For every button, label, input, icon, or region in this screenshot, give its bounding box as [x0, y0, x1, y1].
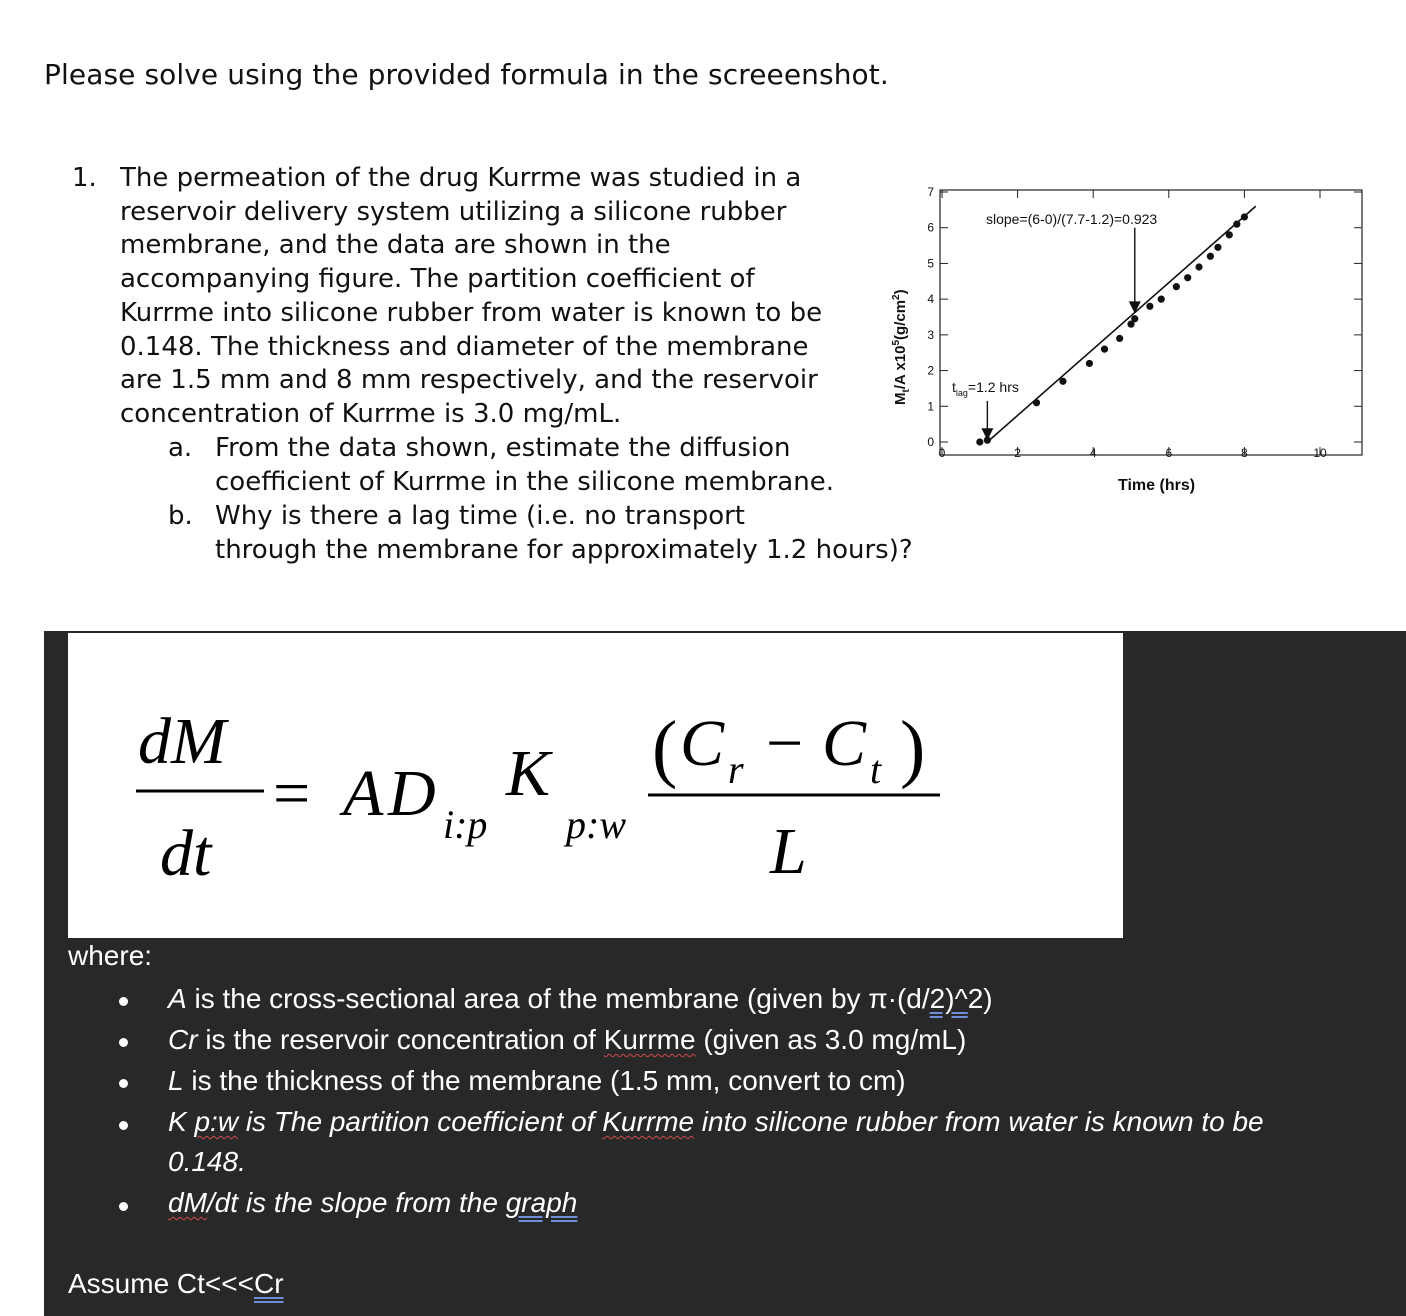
- subquestion-a-line: From the data shown, estimate the diffusion: [215, 433, 791, 463]
- question-line: concentration of Kurrme is 3.0 mg/mL.: [120, 399, 622, 429]
- assumption-text: Assume Ct<<<Cr: [68, 1268, 284, 1299]
- formula-equals: =: [273, 757, 311, 830]
- y-tick-label: 1: [927, 399, 934, 414]
- formula-partition: K: [506, 737, 551, 810]
- subquestion-b-line: Why is there a lag time (i.e. no transport: [215, 501, 745, 531]
- y-tick-label: 0: [927, 435, 934, 449]
- formula-diffusion-subscript: i:p: [443, 802, 488, 847]
- formula-thickness: L: [770, 815, 807, 888]
- y-tick-label: 4: [927, 292, 934, 307]
- data-point: [1116, 335, 1123, 342]
- permeation-chart: [870, 170, 1370, 510]
- bullet-dot: [119, 1038, 128, 1047]
- data-point: [1207, 253, 1214, 260]
- slope-annotation: slope=(6-0)/(7.7-1.2)=0.923: [986, 211, 1158, 227]
- y-tick-label: 6: [927, 220, 934, 235]
- x-axis-label: Time (hrs): [1118, 477, 1196, 494]
- formula-diffusion: D: [388, 757, 436, 830]
- formula-open-paren: (: [652, 706, 678, 790]
- formula-image: [68, 633, 1123, 938]
- data-point: [1241, 213, 1248, 220]
- bullet-dot: [119, 1202, 128, 1211]
- formula-c-tissue-subscript: t: [870, 747, 882, 792]
- formula-svg: [68, 633, 1123, 938]
- x-tick-label: 4: [1089, 446, 1097, 460]
- subquestion-b-label: b.: [168, 501, 193, 531]
- bullet-thickness: L is the thickness of the membrane (1.5 mm, convert to cm): [168, 1065, 906, 1096]
- intro-text: Please solve using the provided formula in the screeenshot.: [44, 58, 889, 91]
- question-line: are 1.5 mm and 8 mm respectively, and the reservoir: [120, 365, 818, 395]
- bullet-dot: [119, 997, 128, 1006]
- question-number: 1.: [72, 163, 97, 193]
- formula-close-paren: ): [900, 706, 926, 790]
- data-point: [1059, 378, 1066, 385]
- data-point: [1033, 399, 1040, 406]
- bullet-partition-value: 0.148.: [168, 1146, 246, 1177]
- where-label: where:: [68, 940, 153, 971]
- question-line: accompanying figure. The partition coefficient of: [120, 264, 755, 294]
- question-line: reservoir delivery system utilizing a silicone rubber: [120, 197, 787, 227]
- formula-lhs-denominator: dt: [160, 817, 212, 890]
- x-tick-label: 2: [1014, 446, 1021, 460]
- data-point: [976, 438, 983, 445]
- formula-c-tissue: C: [822, 707, 867, 780]
- y-tick-label: 7: [927, 185, 934, 199]
- data-point: [1086, 360, 1093, 367]
- formula-minus: −: [766, 707, 804, 780]
- subquestion-b-line: through the membrane for approximately 1.2 hours)?: [215, 535, 913, 565]
- formula-area: A: [343, 757, 384, 830]
- data-point: [1131, 315, 1138, 322]
- lag-annotation: $t_{lag}=1.2$ hrs: [952, 379, 1019, 398]
- y-tick-label: 3: [927, 327, 934, 342]
- formula-lhs-numerator: dM: [138, 705, 226, 778]
- question-line: The permeation of the drug Kurrme was studied in a: [120, 163, 802, 193]
- bullet-dot: [119, 1079, 128, 1088]
- data-point: [1173, 283, 1180, 290]
- formula-partition-subscript: p:w: [566, 802, 626, 847]
- question-line: 0.148. The thickness and diameter of the membrane: [120, 332, 809, 362]
- subquestion-a-label: a.: [168, 433, 193, 463]
- subquestion-a-line: coefficient of Kurrme in the silicone membrane.: [215, 467, 834, 497]
- question-line: membrane, and the data are shown in the: [120, 230, 671, 260]
- data-point: [1184, 274, 1191, 281]
- data-point: [1195, 263, 1202, 270]
- y-axis-label: $M_t/A$ $x10^5(g/cm^2)$: [891, 289, 912, 405]
- bullet-reservoir-concentration: Cr is the reservoir concentration of Kurrme (given as 3.0 mg/mL): [168, 1024, 967, 1055]
- y-tick-label: 2: [927, 363, 934, 378]
- data-point: [1233, 221, 1240, 228]
- data-point: [1158, 296, 1165, 303]
- formula-c-reservoir-subscript: r: [728, 747, 744, 792]
- formula-c-reservoir: C: [680, 707, 725, 780]
- bullet-dot: [119, 1121, 128, 1130]
- x-tick-label: 10: [1313, 446, 1327, 460]
- data-point: [1146, 303, 1153, 310]
- bullet-slope: dM/dt is the slope from the graph: [168, 1187, 578, 1218]
- data-point: [1101, 346, 1108, 353]
- question-line: Kurrme into silicone rubber from water is known to be: [120, 298, 823, 328]
- bullet-area: A is the cross-sectional area of the membrane (given by π·(d/2)^2): [168, 983, 993, 1014]
- data-point: [1226, 231, 1233, 238]
- y-tick-label: 5: [927, 256, 934, 271]
- x-tick-label: 8: [1241, 446, 1248, 460]
- data-point: [1214, 244, 1221, 251]
- x-tick-label: 6: [1165, 446, 1173, 460]
- x-tick-label: 0: [938, 446, 946, 460]
- chart-svg: [870, 170, 1370, 510]
- bullet-partition-coefficient: K p:w is The partition coefficient of Kurrme into silicone rubber from water is known to be: [168, 1106, 1264, 1137]
